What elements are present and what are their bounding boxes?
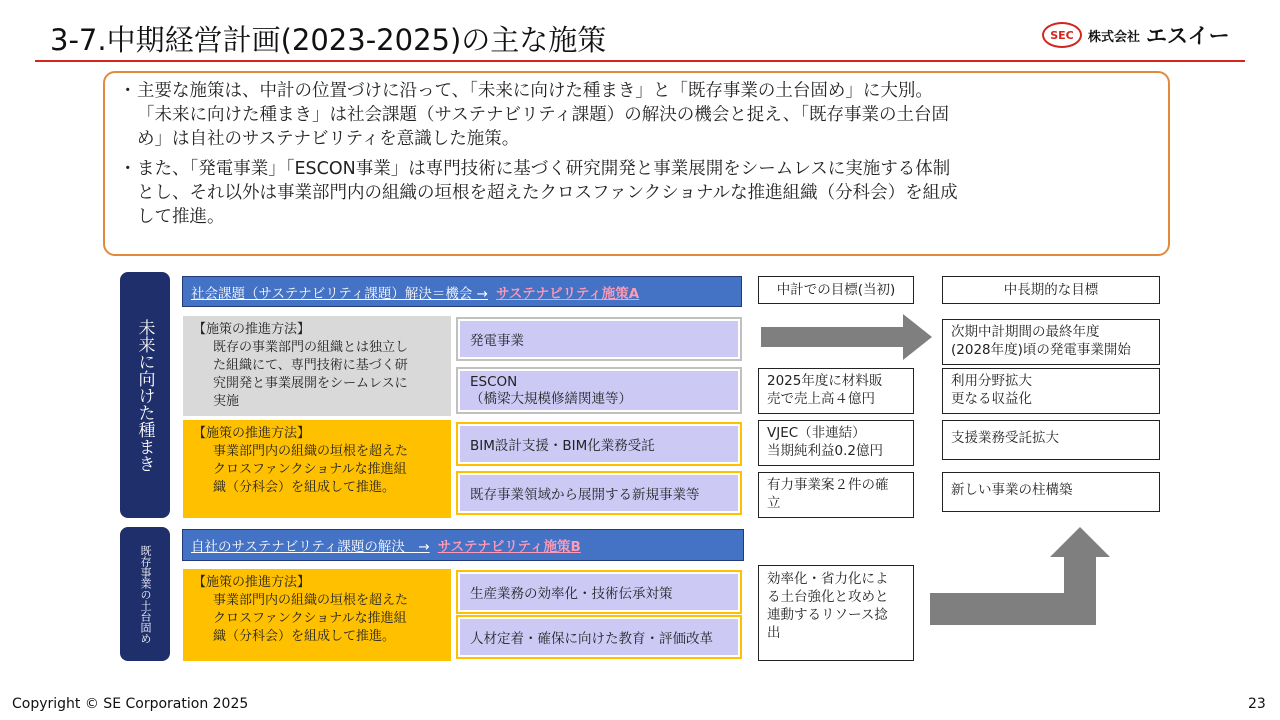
summary-line: 主要な施策は、中計の位置づけに沿って、「未来に向けた種まき」と「既存事業の土台固め」に大別。 [137, 81, 933, 101]
policy-box-hr [458, 617, 740, 657]
summary-line: して推進。 [137, 207, 225, 227]
goal-line: る土台強化と攻めと [767, 589, 889, 605]
page-number: 23 [1248, 696, 1266, 712]
method-line: 究開発と事業展開をシームレスに [213, 376, 408, 391]
goals-header: 中計での目標(当初) [758, 276, 914, 304]
sustainability-a-bar [182, 276, 742, 307]
summary-line: とし、それ以外は事業部門内の組織の垣根を超えたクロスファンクショナルな推進組織（分科会）を組成 [137, 183, 958, 203]
goal-line: 連動するリソース捻 [767, 607, 888, 623]
method-line: た組織にて、専門技術に基づく研 [213, 358, 408, 373]
logo-mark: SEC [1042, 22, 1082, 48]
method-heading: 【施策の推進方法】 [193, 322, 311, 337]
summary-line: また、「発電事業」「ESCON事業」は専門技術に基づく研究開発と事業展開をシームレスに実施する体制 [137, 159, 951, 179]
goal-box [758, 472, 914, 518]
goal-box [758, 368, 914, 414]
policy-box-efficiency [458, 572, 740, 612]
goal-line: 当期純利益0.2億円 [767, 443, 883, 459]
sustainability-a-text: 社会課題（サステナビリティ課題）解決＝機会 → [191, 285, 488, 302]
longterm-line: 支援業務受託拡大 [951, 430, 1059, 446]
policy-text: BIM設計支援・BIM化業務受託 [470, 438, 655, 454]
goal-line: 出 [767, 625, 781, 641]
summary-bullet [119, 157, 1158, 229]
right-arrow-shape [758, 312, 934, 362]
copyright-text: Copyright © SE Corporation 2025 [12, 696, 249, 712]
longterm-header: 中長期的な目標 [942, 276, 1160, 304]
summary-line: 「未来に向けた種まき」は社会課題（サステナビリティ課題）の解決の機会と捉え、「既存事業の土台固 [137, 105, 949, 125]
longterm-box [942, 420, 1160, 460]
section-label-future [120, 272, 170, 518]
method-heading: 【施策の推進方法】 [193, 575, 311, 590]
method-box [183, 420, 451, 518]
goal-line: 売で売上高４億円 [767, 391, 875, 407]
bullet-mark: ・ [119, 159, 137, 179]
policy-box-escon [458, 369, 740, 412]
goal-line: 立 [767, 495, 781, 511]
section-label-existing-text: 既存事業の土台固め [139, 544, 152, 644]
method-line: 事業部門内の組織の垣根を超えた [213, 593, 409, 608]
method-box [183, 316, 451, 416]
sustainability-a-highlight: サステナビリティ施策A [495, 285, 640, 302]
longterm-line: 更なる収益化 [951, 391, 1032, 407]
method-line: 実施 [213, 394, 240, 409]
page-title: 3-7.中期経営計画(2023-2025)の主な施策 [50, 23, 607, 57]
method-line: 事業部門内の組織の垣根を超えた [213, 444, 409, 459]
longterm-line: 次期中計期間の最終年度 [951, 324, 1100, 340]
summary-bullet [119, 79, 1158, 151]
goal-line: 効率化・省力化によ [767, 571, 889, 587]
sustainability-b-text: 自社のサステナビリティ課題の解決 → [191, 539, 430, 555]
goal-line: 2025年度に材料販 [767, 373, 883, 389]
bullet-mark: ・ [119, 81, 137, 101]
policy-text: 発電事業 [470, 333, 524, 349]
goal-box [758, 420, 914, 466]
longterm-box [942, 368, 1160, 414]
method-line: 既存の事業部門の組織とは独立し [213, 340, 409, 355]
up-right-arrow-shape [928, 525, 1110, 627]
policy-text: （橋梁大規模修繕関連等） [470, 390, 632, 407]
policy-box-bim [458, 424, 740, 464]
sustainability-b-highlight: サステナビリティ施策B [437, 539, 581, 555]
sustainability-b-bar [182, 529, 744, 561]
goal-line: 有力事業案２件の確 [767, 477, 889, 493]
method-line: クロスファンクショナルな推進組 [213, 611, 407, 626]
policy-box-power [458, 319, 740, 359]
goal-box [758, 565, 914, 661]
policy-box-new-business [458, 473, 740, 513]
goal-line: VJEC（非連結） [767, 425, 866, 441]
title-underline [35, 60, 1245, 62]
method-heading: 【施策の推進方法】 [193, 426, 311, 441]
longterm-line: 新しい事業の柱構築 [951, 482, 1073, 498]
policy-text: 既存事業領域から展開する新規事業等 [470, 487, 700, 503]
section-label-existing [120, 527, 170, 661]
method-line: 織（分科会）を組成して推進。 [213, 629, 396, 644]
logo-company-prefix: 株式会社 [1088, 29, 1141, 45]
section-label-future-text: 未来に向けた種まき [134, 318, 155, 472]
summary-box [103, 71, 1170, 256]
policy-text: 生産業務の効率化・技術伝承対策 [470, 586, 673, 602]
method-line: クロスファンクショナルな推進組 [213, 462, 407, 477]
method-box [183, 569, 451, 661]
longterm-line: (2028年度)頃の発電事業開始 [951, 342, 1131, 358]
policy-text: 人材定着・確保に向けた教育・評価改革 [470, 631, 713, 647]
method-line: 織（分科会）を組成して推進。 [213, 480, 396, 495]
policy-text: ESCON [470, 373, 518, 390]
logo-company-name: エスイー [1146, 24, 1230, 48]
longterm-box [942, 472, 1160, 512]
longterm-box [942, 319, 1160, 365]
longterm-line: 利用分野拡大 [951, 373, 1032, 389]
summary-line: め」は自社のサステナビリティを意識した施策。 [137, 129, 520, 149]
company-logo [1042, 20, 1252, 50]
